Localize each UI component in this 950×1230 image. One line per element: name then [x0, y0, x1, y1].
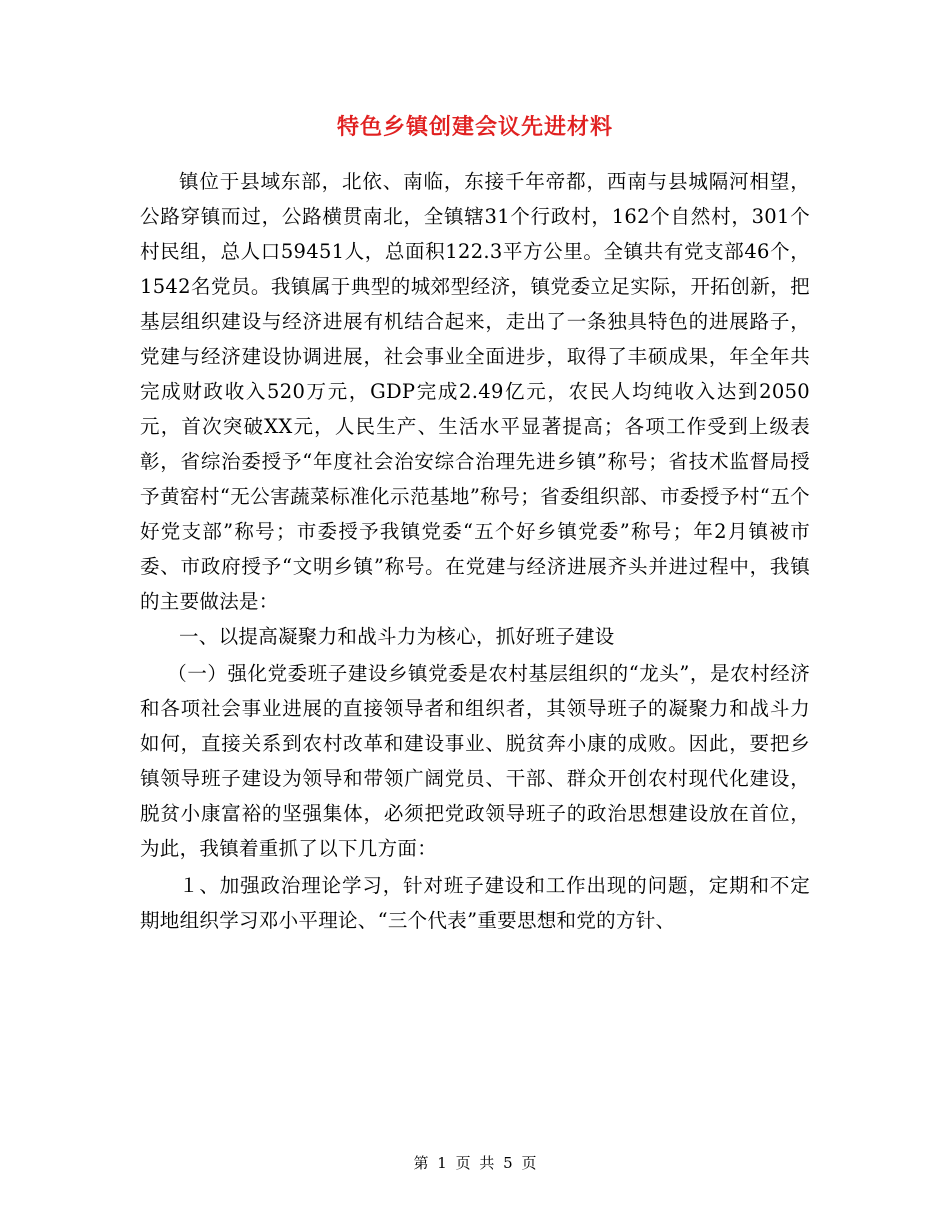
- item-paragraph: １、加强政治理论学习，针对班子建设和工作出现的问题，定期和不定期地组织学习邓小平理论、“三个代表”重要思想和党的方针、: [140, 874, 810, 932]
- subsection-paragraph: （一）强化党委班子建设乡镇党委是农村基层组织的“龙头”，是农村经济和各项社会事业进展的直接领导者和组织者，其领导班子的凝聚力和战斗力如何，直接关系到农村改革和建设事业、脱贫奔小康的成败。因此，要把乡镇领导班子建设为领导和带领广阔党员、干部、群众开创农村现代化建设，脱贫小康富裕的坚强集体，必须把党政领导班子的政治思想建设放在首位，为此，我镇着重抓了以下几方面：: [140, 662, 810, 860]
- document-body: [140, 164, 810, 938]
- intro-paragraph: 镇位于县域东部，北依、南临，东接千年帝都，西南与县城隔河相望，公路穿镇而过，公路横贯南北，全镇辖31个行政村，162个自然村，301个村民组，总人口59451人，总面积122.3平方公里。全镇共有党支部46个，1542名党员。我镇属于典型的城郊型经济，镇党委立足实际，开拓创新，把基层组织建设与经济进展有机结合起来，走出了一条独具特色的进展路子，党建与经济建设协调进展，社会事业全面进步，取得了丰硕成果，年全年共完成财政收入520万元，GDP完成2.49亿元，农民人均纯收入达到2050元，首次突破XX元，人民生产、生活水平显著提高；各项工作受到上级表彰，省综治委授予“年度社会治安综合治理先进乡镇”称号；省技术监督局授予黄窑村“无公害蔬菜标准化示范基地”称号；省委组织部、市委授予村“五个好党支部”称号；市委授予我镇党委“五个好乡镇党委”称号；年2月镇被市委、市政府授予“文明乡镇”称号。在党建与经济进展齐头并进过程中，我镇的主要做法是：: [140, 170, 810, 613]
- section-heading: 一、以提高凝聚力和战斗力为核心，抓好班子建设: [179, 625, 615, 648]
- document-title: 特色乡镇创建会议先进材料: [336, 115, 613, 140]
- page-footer: 第 1 页 共 5 页: [413, 1154, 537, 1172]
